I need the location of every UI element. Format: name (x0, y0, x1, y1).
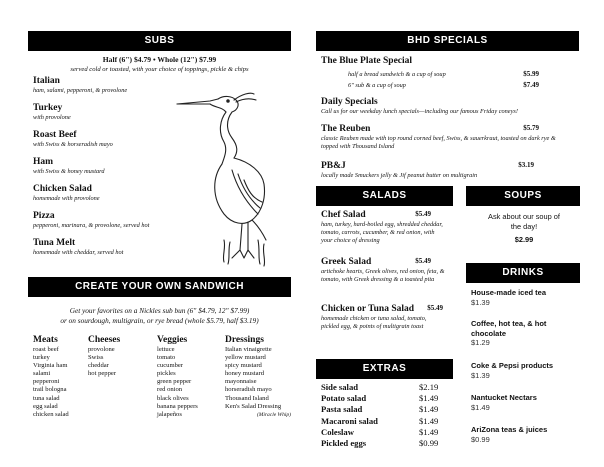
sub-name: Roast Beef (33, 130, 77, 140)
list-item: pickles (157, 370, 176, 378)
list-item: banana peppers (157, 402, 198, 410)
list-item: trail bologna (33, 386, 67, 394)
specials-heading: BHD SPECIALS (316, 31, 579, 51)
salad-desc: artichoke hearts, Greek olives, red onion, feta, & tomato, with Greek dressing & a toasted pita (321, 268, 445, 283)
drink-price: $1.29 (471, 338, 490, 347)
sub-name: Chicken Salad (33, 184, 92, 194)
blue-plate-row (321, 69, 539, 80)
sub-name: Turkey (33, 103, 63, 113)
reuben-desc: classic Reuben made with top round corned beef, Swiss, & sauerkraut, toasted on dark rye & topped with Thousand Island (321, 135, 556, 150)
dressing-note: (Miracle Whip) (256, 411, 291, 418)
list-item: honey mustard (225, 370, 265, 378)
build-line-2: or on sourdough, multigrain, or rye bread (whole $5.79, half $3.19) (60, 316, 259, 325)
extra-item (321, 404, 453, 415)
sub-desc: pepperoni, marinara, & provolone, served hot (33, 222, 150, 229)
dressings-column (225, 335, 297, 419)
reuben (321, 124, 581, 151)
extra-item (321, 393, 453, 404)
list-item: tuna salad (33, 394, 60, 402)
extra-name: Side salad (321, 382, 359, 392)
list-item: cheddar (88, 362, 109, 370)
soups-heading: SOUPS (466, 186, 580, 206)
salad-name: Chicken or Tuna Salad (321, 304, 415, 314)
subs-note: served cold or toasted, with your choice of toppings, pickle & chips (70, 66, 249, 73)
sub-desc: with Swiss & horseradish mayo (33, 141, 113, 148)
salad-name: Greek Salad (321, 257, 372, 267)
sub-desc: with Swiss & honey mustard (33, 168, 105, 175)
list-item: black olives (157, 394, 189, 402)
subs-heading: SUBS (28, 31, 291, 51)
list-item: egg salad (33, 402, 58, 410)
list-item: red onion (157, 386, 183, 394)
blue-plate-row-text: half a bread sandwich & a cup of soup (348, 71, 446, 78)
list-item: tomato (157, 354, 176, 362)
drink-item (471, 393, 579, 425)
salad-desc: homemade chicken or tuna salad, tomato, pickled egg, & points of multigrain toast (321, 315, 427, 330)
soup-text: Ask about our soup of the day! (488, 212, 560, 231)
extra-name: Coleslaw (321, 426, 354, 437)
sub-item (33, 157, 193, 184)
salad-name: Chef Salad (321, 210, 366, 220)
extra-price: $0.99 (419, 438, 439, 449)
drink-price: $1.39 (471, 297, 490, 307)
extra-item (321, 438, 453, 449)
extra-price: $2.19 (419, 382, 439, 392)
daily-specials (321, 97, 581, 116)
list-item: hot pepper (88, 370, 117, 378)
salad-list (321, 210, 445, 331)
sub-item (33, 76, 193, 103)
list-item: chicken salad (33, 410, 69, 418)
list-item: cucumber (157, 362, 183, 370)
sub-name: Italian (33, 76, 60, 86)
salad-price: $5.49 (415, 257, 431, 265)
salads-heading: SALADS (316, 186, 453, 206)
drink-name: Coke & Pepsi products (471, 361, 554, 370)
sub-name: Pizza (33, 211, 55, 221)
drinks-heading: DRINKS (466, 263, 580, 283)
pbj (321, 161, 581, 180)
drink-item (471, 319, 579, 361)
drink-item (471, 361, 579, 393)
blue-plate-row (321, 80, 539, 91)
cheeses-column (88, 335, 148, 378)
blue-plate-special (321, 56, 539, 91)
extra-name: Macaroni salad (321, 415, 378, 426)
heron-illustration (172, 90, 292, 270)
drink-item (471, 425, 579, 444)
soup-price: $2.99 (514, 235, 534, 244)
build-line-1: Get your favorites on a Nickles sub bun (6" $4.79, 12" $7.99) (69, 306, 250, 315)
extras-heading: EXTRAS (316, 359, 453, 379)
blue-plate-row-price: $5.99 (523, 70, 539, 78)
column-title: Dressings (225, 335, 264, 345)
extra-name: Pasta salad (321, 404, 363, 415)
salad-item (321, 304, 445, 331)
sub-item (33, 238, 193, 265)
subs-pricing: Half (6") $4.79 • Whole (12") $7.99 (102, 55, 217, 64)
list-item: spicy mustard (225, 362, 262, 370)
blue-plate-row-text: 6" sub & a cup of soup (348, 82, 406, 89)
pbj-price: $3.19 (518, 161, 534, 169)
reuben-name: The Reuben (321, 124, 371, 134)
extra-name: Potato salad (321, 393, 367, 404)
blue-plate-row-price: $7.49 (523, 81, 539, 89)
drink-name: Nantucket Nectars (471, 393, 537, 402)
reuben-price: $5.79 (523, 124, 539, 132)
extra-name: Pickled eggs (321, 438, 367, 449)
sub-item (33, 211, 193, 238)
drink-name: Coffee, hot tea, & hot chocolate (471, 319, 547, 338)
column-title: Meats (33, 335, 58, 345)
list-item: lettuce (157, 346, 175, 353)
list-item: Ken's Salad Dressing (225, 402, 282, 410)
sub-name: Ham (33, 157, 54, 167)
build-heading: CREATE YOUR OWN SANDWICH (28, 277, 291, 297)
extras-list (321, 382, 453, 449)
extra-price: $1.49 (419, 393, 439, 404)
pbj-desc: locally made Smuckers jelly & Jif peanut butter on multigrain (321, 172, 478, 179)
list-item: salami (33, 370, 51, 378)
pbj-name: PB&J (321, 161, 346, 171)
meats-column (33, 335, 93, 419)
sub-desc: homemade with cheddar, served hot (33, 249, 124, 256)
salad-desc: ham, turkey, hard-boiled egg, shredded cheddar, tomato, carrots, cucumber, & red onion, with your choice of dressing (321, 221, 443, 244)
drink-list (471, 288, 579, 444)
drink-name: AriZona teas & juices (471, 425, 548, 434)
column-title: Cheeses (88, 335, 121, 345)
drink-price: $0.99 (471, 434, 490, 444)
daily-name: Daily Specials (321, 97, 378, 107)
build-intro (28, 306, 291, 326)
extra-price: $1.49 (419, 426, 439, 437)
salad-price: $5.49 (415, 210, 431, 218)
extra-item (321, 416, 453, 427)
list-item: Swiss (88, 354, 104, 362)
drink-name: House-made iced tea (471, 288, 547, 297)
list-item: roast beef (33, 346, 59, 353)
sub-desc: with provolone (33, 114, 71, 121)
list-item: mayonnaise (225, 378, 257, 386)
list-item: yellow mustard (225, 354, 266, 362)
sub-name: Tuna Melt (33, 238, 76, 248)
salad-item (321, 257, 445, 304)
extra-item (321, 382, 453, 393)
sub-item (33, 184, 193, 211)
sub-desc: homemade with provolone (33, 195, 100, 202)
subs-list (33, 76, 193, 265)
extra-price: $1.49 (419, 415, 439, 426)
list-item: turkey (33, 354, 50, 362)
extra-price: $1.49 (419, 404, 439, 415)
sub-desc: ham, salami, pepperoni, & provolone (33, 87, 128, 94)
salad-price: $5.49 (427, 304, 443, 312)
list-item: pepperoni (33, 378, 60, 386)
list-item: Thousand Island (225, 394, 269, 402)
drink-price: $1.49 (471, 402, 490, 412)
list-item: green pepper (157, 378, 192, 386)
veggies-column (157, 335, 222, 419)
list-item: jalapeños (157, 410, 182, 418)
list-item: horseradish mayo (225, 386, 272, 394)
list-item: provolone (88, 346, 115, 353)
salad-item (321, 210, 445, 257)
daily-desc: Call us for our weekday lunch specials—including our famous Friday coneys! (321, 108, 518, 115)
list-item: Italian vinaigrette (225, 346, 272, 353)
drink-item (471, 288, 579, 319)
blue-plate-name: The Blue Plate Special (321, 56, 413, 66)
list-item: Virginia ham (33, 362, 68, 370)
sub-item (33, 130, 193, 157)
drink-price: $1.39 (471, 370, 490, 380)
sub-item (33, 103, 193, 130)
column-title: Veggies (157, 335, 188, 345)
extra-item (321, 427, 453, 438)
